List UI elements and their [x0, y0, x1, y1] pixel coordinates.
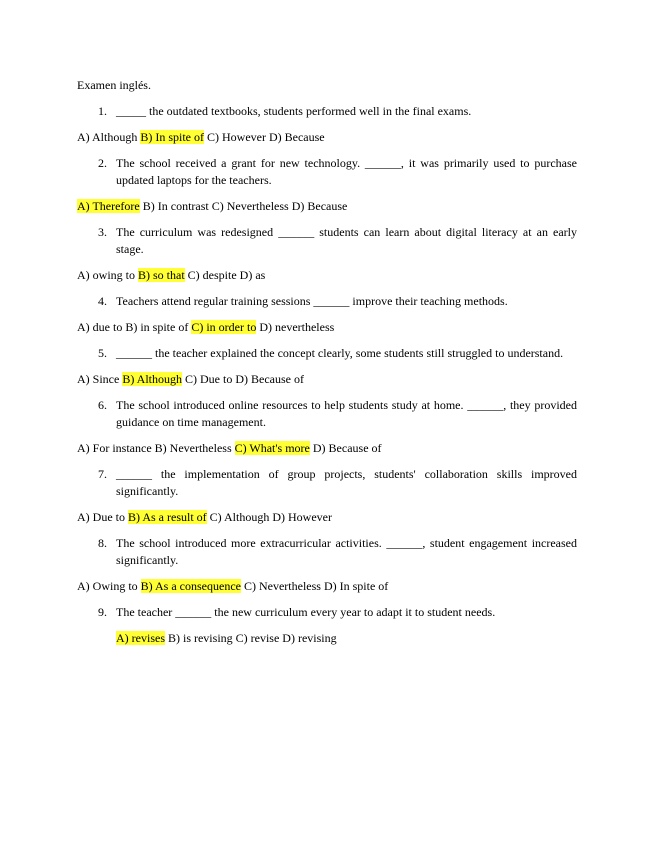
question-6 [98, 397, 577, 431]
answer-options-9 [116, 631, 577, 646]
question-text: _____ the outdated textbooks, students performed well in the final exams. [116, 104, 472, 118]
question-text: ______ the teacher explained the concept clearly, some students still struggled to understand. [116, 346, 564, 360]
highlighted-answer: A) Therefore [77, 199, 140, 213]
answer-options-after: B) In contrast C) Nevertheless D) Because [139, 199, 348, 213]
question-text: The teacher ______ the new curriculum every year to adapt it to student needs. [116, 605, 496, 619]
question-number: 6. [98, 398, 107, 412]
question-1 [98, 103, 577, 120]
question-number: 4. [98, 294, 107, 308]
answer-options-after: D) Because of [309, 441, 382, 455]
answer-options-before: A) Since [77, 372, 123, 386]
question-2 [98, 155, 577, 189]
question-number: 3. [98, 225, 107, 239]
question-text: The school received a grant for new technology. ______, it was primarily used to purchase updated laptops for the teachers. [116, 156, 577, 187]
answer-options-1 [77, 130, 577, 145]
answer-options-3 [77, 268, 577, 283]
answer-options-7 [77, 510, 577, 525]
question-5 [98, 345, 577, 362]
answer-options-2 [77, 199, 577, 214]
answer-options-after: C) Nevertheless D) In spite of [240, 579, 389, 593]
question-3 [98, 224, 577, 258]
highlighted-answer: A) revises [116, 631, 165, 645]
highlighted-answer: B) As a result of [128, 510, 207, 524]
answer-options-5 [77, 372, 577, 387]
highlighted-answer: C) in order to [191, 320, 257, 334]
question-number: 5. [98, 346, 107, 360]
answer-options-8 [77, 579, 577, 594]
answer-options-before: A) For instance B) Nevertheless [77, 441, 235, 455]
question-4 [98, 293, 577, 310]
question-number: 7. [98, 467, 107, 481]
highlighted-answer: B) so that [138, 268, 185, 282]
document-title: Examen inglés. [77, 78, 151, 92]
highlighted-answer: C) What's more [234, 441, 310, 455]
question-number: 9. [98, 605, 107, 619]
question-text: Teachers attend regular training sessions ______ improve their teaching methods. [116, 294, 508, 308]
document-page [77, 78, 577, 656]
highlighted-answer: B) As a consequence [140, 579, 241, 593]
answer-options-before: A) Although [77, 130, 141, 144]
question-text: ______ the implementation of group projects, students' collaboration skills improved significantly. [116, 467, 577, 498]
answer-options-after: C) However D) Because [204, 130, 325, 144]
question-number: 1. [98, 104, 107, 118]
highlighted-answer: B) Although [122, 372, 182, 386]
answer-options-after: C) Due to D) Because of [182, 372, 304, 386]
question-7 [98, 466, 577, 500]
question-text: The curriculum was redesigned ______ students can learn about digital literacy at an early stage. [116, 225, 577, 256]
answer-options-before: A) Due to [77, 510, 128, 524]
answer-options-after: B) is revising C) revise D) revising [164, 631, 337, 645]
question-text: The school introduced online resources to help students study at home. ______, they provided guidance on time management. [116, 398, 577, 429]
question-8 [98, 535, 577, 569]
answer-options-before: A) owing to [77, 268, 138, 282]
question-9 [98, 604, 577, 621]
answer-options-after: D) nevertheless [256, 320, 335, 334]
answer-options-6 [77, 441, 577, 456]
answer-options-after: C) despite D) as [184, 268, 266, 282]
question-number: 2. [98, 156, 107, 170]
answer-options-before: A) due to B) in spite of [77, 320, 192, 334]
answer-options-after: C) Although D) However [206, 510, 332, 524]
answer-options-4 [77, 320, 577, 335]
question-number: 8. [98, 536, 107, 550]
highlighted-answer: B) In spite of [140, 130, 204, 144]
question-text: The school introduced more extracurricular activities. ______, student engagement increased significantly. [116, 536, 577, 567]
answer-options-before: A) Owing to [77, 579, 141, 593]
